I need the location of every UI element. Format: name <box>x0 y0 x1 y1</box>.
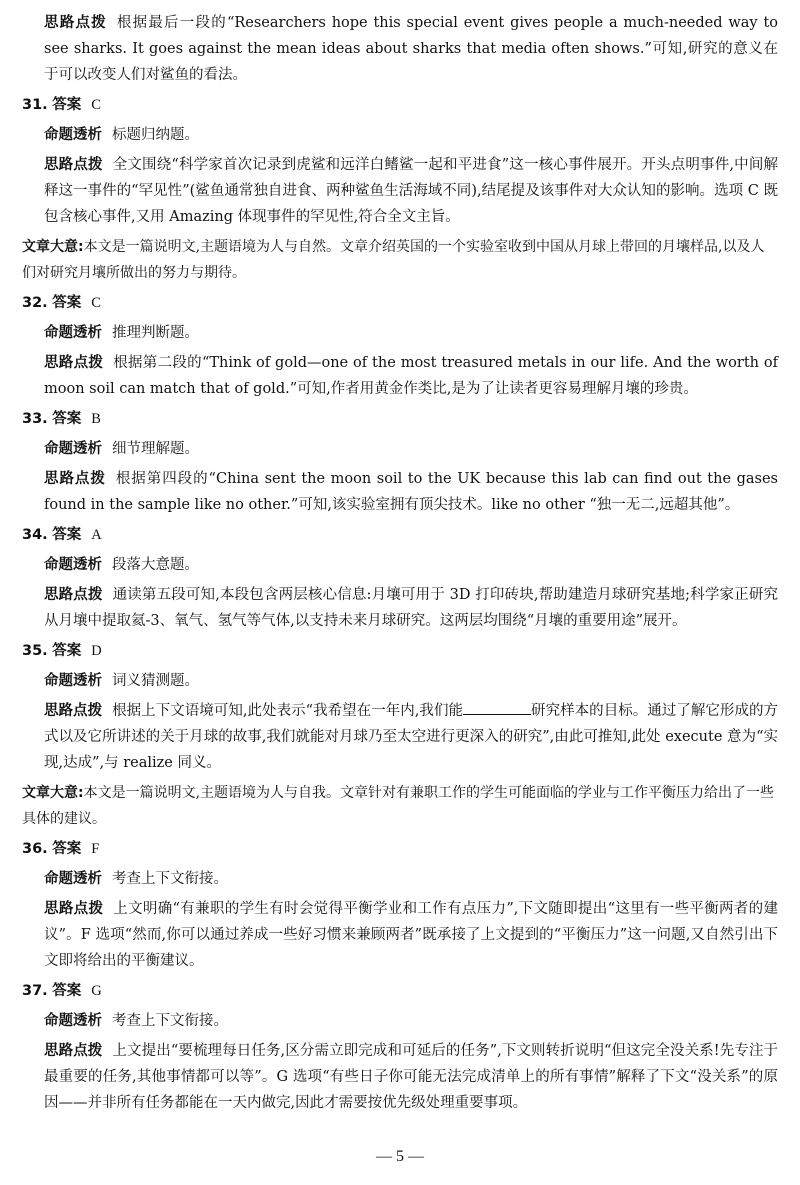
analysis-text: 细节理解题。 <box>112 441 199 457</box>
analysis-text: 词义猜测题。 <box>112 673 199 689</box>
answer-label: 答案 <box>52 295 82 311</box>
hint-label: 思路点拨 <box>44 355 104 371</box>
analysis-text: 考查上下文衔接。 <box>112 1013 228 1029</box>
analysis-text: 段落大意题。 <box>112 557 199 573</box>
question-35-analysis <box>22 668 778 694</box>
hint-text-b: 研究样本的目标。通过了解它形成的方式以及它所讲述的关于月球的故事,我们就能对月球乃至太空进行更深入的研究”,由此可推知,此处 execute 意为“实现,达成”,与 realize 同义。 <box>44 703 779 771</box>
hint-label: 思路点拨 <box>44 901 104 917</box>
analysis-label: 命题透析 <box>44 871 102 887</box>
question-32-answer <box>22 290 778 316</box>
question-34-analysis <box>22 552 778 578</box>
question-31-analysis <box>22 122 778 148</box>
answer-label: 答案 <box>52 527 82 543</box>
question-31-answer <box>22 92 778 118</box>
analysis-text: 考查上下文衔接。 <box>112 871 228 887</box>
question-36-answer <box>22 836 778 862</box>
answer-value: F <box>91 841 100 857</box>
question-number: 34. <box>22 527 48 543</box>
answer-value: A <box>91 527 102 543</box>
analysis-label: 命题透析 <box>44 1013 102 1029</box>
question-number: 36. <box>22 841 48 857</box>
hint-text: 全文围绕“科学家首次记录到虎鲨和远洋白鳍鲨一起和平进食”这一核心事件展开。开头点明事件,中间解释这一事件的“罕见性”(鲨鱼通常独自进食、两种鲨鱼生活海域不同),结尾提及该事件对大众认知的影响。选项 C 既包含核心事件,又用 Amazing 体现事件的罕见性,符合全文主旨。 <box>44 157 778 225</box>
hint-text: 上文明确“有兼职的学生有时会觉得平衡学业和工作有点压力”,下文随即提出“这里有一些平衡两者的建议”。F 选项“然而,你可以通过养成一些好习惯来兼顾两者”既承接了上文提到的“平衡压力”这一问题,又自然引出下文即将给出的平衡建议。 <box>44 901 779 969</box>
hint-text: 上文提出“要梳理每日任务,区分需立即完成和可延后的任务”,下文则转折说明“但这完全没关系!先专注于最重要的任务,其他事情都可以等”。G 选项“有些日子你可能无法完成清单上的所有事情”解释了下文“没关系”的原因——并非所有任务都能在一天内做完,因此才需要按优先级处理重要事项。 <box>44 1043 779 1111</box>
answer-value: D <box>91 643 102 659</box>
answer-label: 答案 <box>52 983 82 999</box>
question-37-analysis <box>22 1008 778 1034</box>
page-number: — 5 — <box>376 1148 424 1165</box>
hint-label: 思路点拨 <box>44 157 103 173</box>
question-32-hint <box>22 350 778 402</box>
hint-label: 思路点拨 <box>44 15 107 31</box>
question-36-hint <box>22 896 778 974</box>
question-34-hint <box>22 582 778 634</box>
question-33-answer <box>22 406 778 432</box>
hint-label: 思路点拨 <box>44 1043 103 1059</box>
analysis-label: 命题透析 <box>44 325 102 341</box>
hint-label: 思路点拨 <box>44 703 103 719</box>
summary-label: 文章大意: <box>22 785 84 801</box>
analysis-label: 命题透析 <box>44 557 102 573</box>
question-36-analysis <box>22 866 778 892</box>
article-summary-1 <box>22 234 778 286</box>
question-35-answer <box>22 638 778 664</box>
analysis-label: 命题透析 <box>44 441 102 457</box>
question-37-hint <box>22 1038 778 1116</box>
answer-label: 答案 <box>52 841 82 857</box>
answer-label: 答案 <box>52 643 82 659</box>
answer-value: G <box>91 983 102 999</box>
fill-blank <box>463 700 531 715</box>
question-number: 33. <box>22 411 48 427</box>
answer-value: B <box>91 411 101 427</box>
answer-label: 答案 <box>52 97 82 113</box>
hint-label: 思路点拨 <box>44 471 106 487</box>
answer-label: 答案 <box>52 411 82 427</box>
intro-hint <box>22 10 778 88</box>
question-34-answer <box>22 522 778 548</box>
hint-label: 思路点拨 <box>44 587 103 603</box>
analysis-label: 命题透析 <box>44 127 102 143</box>
question-31-hint <box>22 152 778 230</box>
summary-text: 本文是一篇说明文,主题语境为人与自我。文章针对有兼职工作的学生可能面临的学业与工作平衡压力给出了一些具体的建议。 <box>22 785 775 827</box>
answer-value: C <box>91 97 101 113</box>
analysis-text: 推理判断题。 <box>112 325 199 341</box>
question-35-hint <box>22 698 778 776</box>
hint-text: 通读第五段可知,本段包含两层核心信息:月壤可用于 3D 打印砖块,帮助建造月球研究基地;科学家正研究从月壤中提取氦-3、氧气、氢气等气体,以支持未来月球研究。这两层均围绕“月壤的重要用途”展开。 <box>44 587 778 629</box>
question-number: 35. <box>22 643 48 659</box>
analysis-label: 命题透析 <box>44 673 102 689</box>
question-number: 32. <box>22 295 48 311</box>
hint-text: 根据第二段的“Think of gold—one of the most treasured metals in our life. And the worth of moon soil can match that of gold.”可知,作者用黄金作类比,是为了让读者更容易理解月壤的珍贵。 <box>44 355 778 397</box>
hint-text-a: 根据上下文语境可知,此处表示“我希望在一年内,我们能 <box>112 703 464 719</box>
article-summary-2 <box>22 780 778 832</box>
question-number: 37. <box>22 983 48 999</box>
summary-text: 本文是一篇说明文,主题语境为人与自然。文章介绍英国的一个实验室收到中国从月球上带回的月壤样品,以及人们对研究月壤所做出的努力与期待。 <box>22 239 765 281</box>
hint-text: 根据第四段的“China sent the moon soil to the UK because this lab can find out the gases found in the sample like no other.”可知,该实验室拥有顶尖技术。like no other “独一无二,远超其他”。 <box>44 471 778 513</box>
question-33-hint <box>22 466 778 518</box>
summary-label: 文章大意: <box>22 239 84 255</box>
question-37-answer <box>22 978 778 1004</box>
question-32-analysis <box>22 320 778 346</box>
answer-value: C <box>91 295 101 311</box>
question-number: 31. <box>22 97 48 113</box>
analysis-text: 标题归纳题。 <box>112 127 199 143</box>
question-33-analysis <box>22 436 778 462</box>
hint-text: 根据最后一段的“Researchers hope this special event gives people a much-needed way to see sharks. It goes against the mean ideas about sharks that media often shows.”可知,研究的意义在于可以改变人们对鲨鱼的看法。 <box>44 15 778 83</box>
